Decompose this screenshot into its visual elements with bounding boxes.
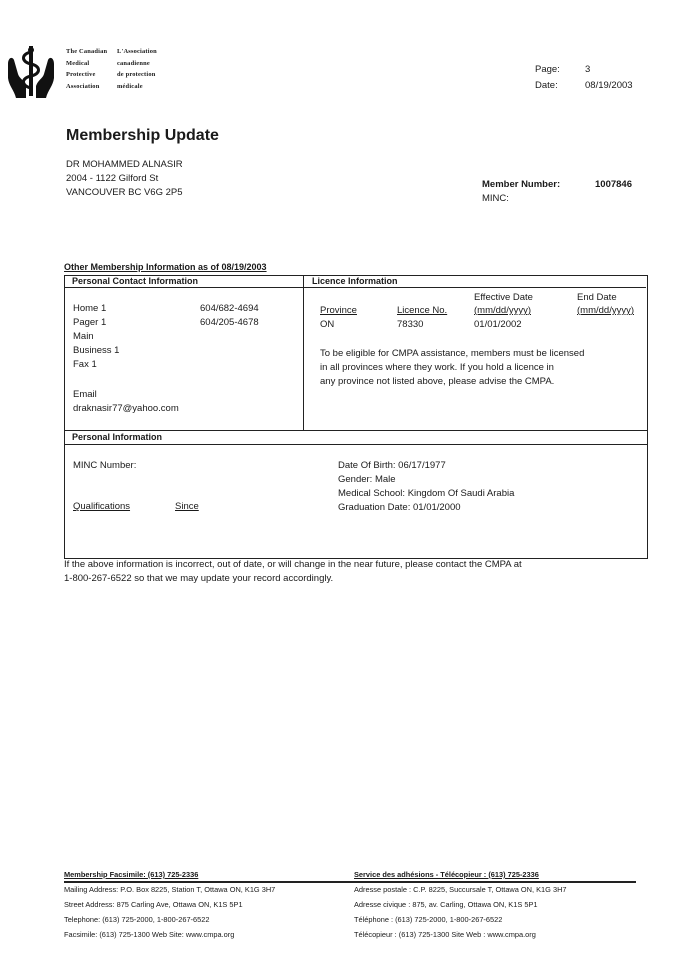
member-number-value: 1007846 — [595, 179, 632, 190]
end-date-format: (mm/dd/yyyy) — [577, 305, 634, 316]
section-divider — [64, 430, 647, 431]
member-city: VANCOUVER BC V6G 2P5 — [66, 187, 183, 198]
effective-date-format: (mm/dd/yyyy) — [474, 305, 531, 316]
other-info-heading: Other Membership Information as of 08/19/2003 — [64, 262, 267, 272]
document-date: 08/19/2003 — [585, 80, 633, 91]
contact-row: Business 1 — [73, 345, 120, 356]
effective-date-label: Effective Date — [474, 292, 533, 303]
date-of-birth: Date Of Birth: 06/17/1977 — [338, 460, 446, 471]
update-notice: If the above information is incorrect, out of date, or will change in the near future, please contact the CMPA at 1-800-267-6522 so that we may update your record accordingly. — [64, 559, 522, 584]
contact-row: Pager 1 604/205-4678 — [73, 317, 259, 328]
contact-heading: Personal Contact Information — [72, 276, 199, 286]
member-number-label: Member Number: — [482, 179, 561, 190]
gender: Gender: Male — [338, 474, 396, 485]
province-label: Province — [320, 305, 357, 316]
contact-row: Main — [73, 331, 94, 342]
member-address — [66, 158, 183, 200]
licence-no-value: 78330 — [397, 319, 424, 330]
page-number: 3 — [585, 64, 591, 75]
since-label: Since — [175, 501, 199, 512]
footer-fr-contact: Adresse postale : C.P. 8225, Succursale T, Ottawa ON, K1G 3H7 Adresse civique : 875, av. Carling, Ottawa ON, K1S 5P1 Téléphone : (613) 725-2000, 1-800-267-6522 Télécopieur : (613) 725-1300 Site Web : www.cmpa.org — [354, 885, 567, 939]
footer-fr-heading: Service des adhésions - Télécopieur : (613) 725-2336 — [354, 870, 539, 879]
licence-heading: Licence Information — [312, 276, 398, 286]
end-date-label: End Date — [577, 292, 617, 303]
column-divider — [303, 275, 304, 430]
contact-row: Fax 1 — [73, 359, 97, 370]
licence-note: To be eligible for CMPA assistance, members must be licensed in all provinces where they work. If you hold a licence in any province not listed above, please advise the CMPA. — [320, 348, 585, 387]
effective-date-value: 01/01/2002 — [474, 319, 522, 330]
email-label: Email — [73, 389, 97, 400]
footer-en-heading: Membership Facsimile: (613) 725-2336 — [64, 870, 199, 879]
page-title: Membership Update — [66, 127, 219, 144]
email-value: draknasir77@yahoo.com — [73, 403, 179, 414]
graduation-date: Graduation Date: 01/01/2000 — [338, 502, 461, 513]
minc-label: MINC: — [482, 193, 509, 204]
org-name-english: The Canadian Medical Protective Association — [66, 48, 108, 90]
contact-header-rule — [64, 287, 304, 288]
contact-list — [73, 302, 273, 372]
footer-en-contact: Mailing Address: P.O. Box 8225, Station T, Ottawa ON, K1G 3H7 Street Address: 875 Carling Ave, Ottawa ON, K1S 5P1 Telephone: (613) 725-2000, 1-800-267-6522 Facsimile: (613) 725-1300 Web Site: www.cmpa.org — [64, 885, 276, 939]
personal-details — [338, 459, 514, 515]
licence-no-label: Licence No. — [397, 305, 448, 316]
qualifications-label: Qualifications — [73, 501, 131, 512]
contact-row: Home 1 604/682-4694 — [73, 303, 259, 314]
province-value: ON — [320, 319, 335, 330]
member-name: DR MOHAMMED ALNASIR — [66, 159, 183, 170]
org-name-french: L'Association canadienne de protection médicale — [117, 48, 157, 90]
personal-header-rule — [64, 444, 647, 445]
medical-school: Medical School: Kingdom Of Saudi Arabia — [338, 488, 515, 499]
cmpa-logo — [6, 44, 56, 100]
page-label: Page: — [535, 64, 560, 75]
licence-header-rule — [303, 287, 646, 288]
personal-heading: Personal Information — [72, 432, 163, 442]
member-street: 2004 - 1122 Gilford St — [66, 173, 159, 184]
minc-number-label: MINC Number: — [73, 460, 137, 471]
date-label: Date: — [535, 80, 558, 91]
